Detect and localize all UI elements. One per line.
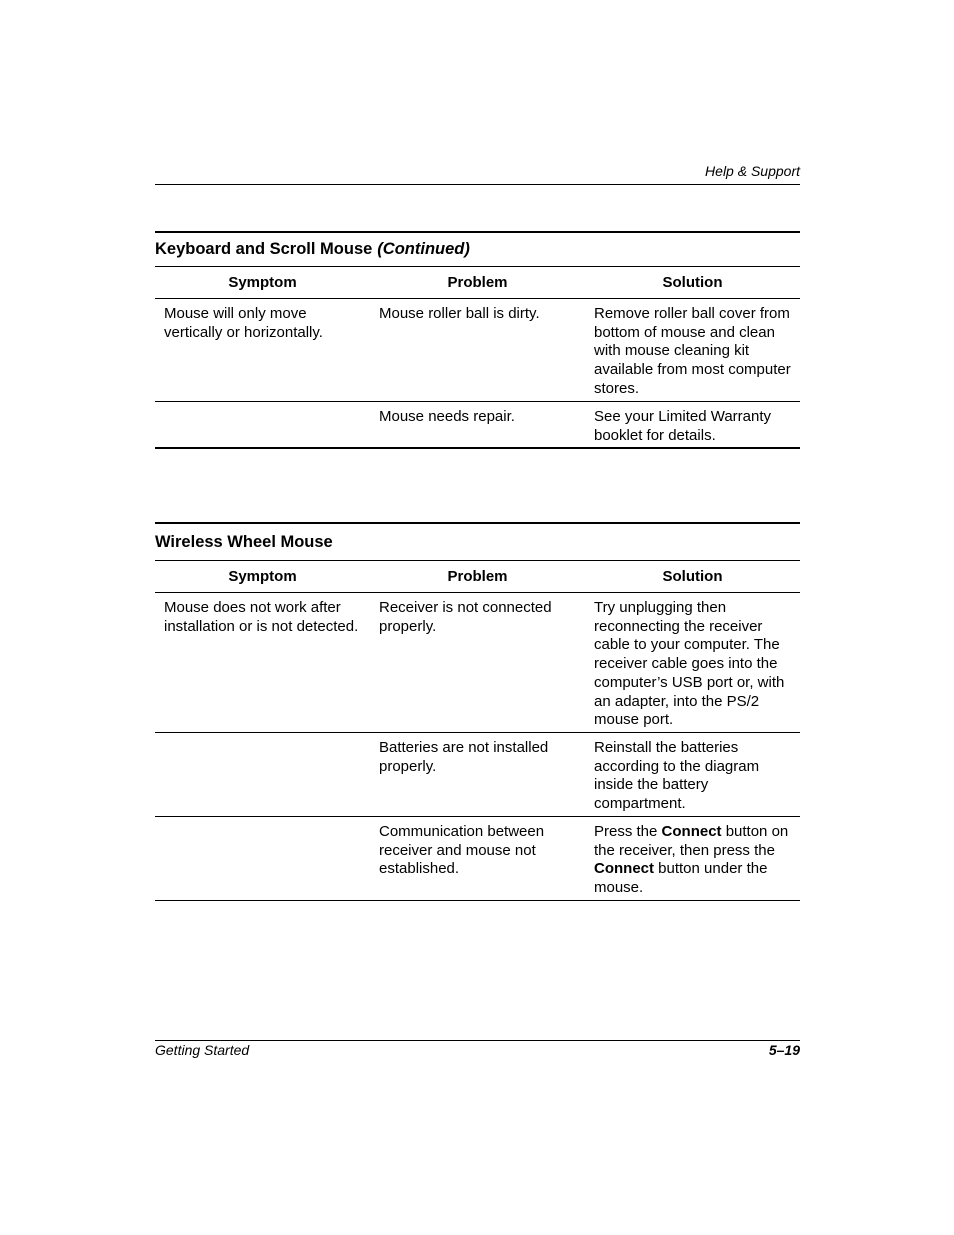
connect-button-label: Connect (661, 823, 722, 840)
column-headers (155, 267, 800, 299)
solution-cell: Remove roller ball cover from bottom of mouse and clean with mouse cleaning kit available from most computer stores. (594, 305, 791, 397)
table-row (155, 817, 800, 901)
table-title-text: Keyboard and Scroll Mouse (155, 240, 373, 258)
problem-cell: Receiver is not connected properly. (379, 599, 552, 635)
table-title-text: Wireless Wheel Mouse (155, 532, 333, 551)
col-solution: Solution (662, 274, 723, 291)
col-problem: Problem (447, 568, 508, 585)
col-symptom: Symptom (228, 274, 297, 291)
table-row (155, 402, 800, 449)
running-header: Help & Support (705, 163, 800, 179)
header-rule (155, 184, 800, 185)
table-row (155, 733, 800, 817)
solution-cell: Try unplugging then reconnecting the receiver cable to your computer. The receiver cable goes into the computer’s USB port or, with an adapter, into the PS/2 mouse port. (594, 599, 785, 729)
solution-cell: See your Limited Warranty booklet for details. (594, 408, 772, 444)
wireless-wheel-mouse-table (155, 522, 800, 901)
connect-button-label: Connect (594, 860, 654, 878)
symptom-cell (155, 739, 370, 808)
table-row (155, 299, 800, 402)
continued-label: (Continued) (377, 240, 470, 258)
solution-text: button on the receiver, then press the (594, 823, 789, 859)
solution-cell (585, 823, 800, 897)
solution-cell: Reinstall the batteries according to the diagram inside the battery compartment. (594, 739, 760, 813)
symptom-cell: Mouse does not work after installation or is not detected. (164, 599, 359, 635)
problem-cell: Mouse roller ball is dirty. (379, 305, 540, 322)
solution-text: button under the mouse. (594, 860, 768, 897)
table-row (155, 593, 800, 733)
symptom-cell: Mouse will only move vertically or horizontally. (164, 305, 323, 341)
col-symptom: Symptom (228, 568, 297, 585)
symptom-cell (155, 408, 370, 439)
problem-cell: Mouse needs repair. (379, 408, 515, 425)
footer-rule (155, 1040, 800, 1041)
keyboard-scroll-mouse-table (155, 231, 800, 449)
footer-book-title: Getting Started (155, 1042, 250, 1058)
symptom-cell (155, 823, 370, 892)
col-problem: Problem (447, 274, 508, 291)
col-solution: Solution (662, 568, 723, 585)
problem-cell: Batteries are not installed properly. (379, 739, 549, 775)
solution-text: Press the (594, 823, 662, 840)
table-title (155, 522, 800, 561)
column-headers (155, 561, 800, 593)
table-title (155, 231, 800, 267)
problem-cell: Communication between receiver and mouse not established. (379, 823, 545, 878)
page-number: 5–19 (768, 1042, 800, 1058)
